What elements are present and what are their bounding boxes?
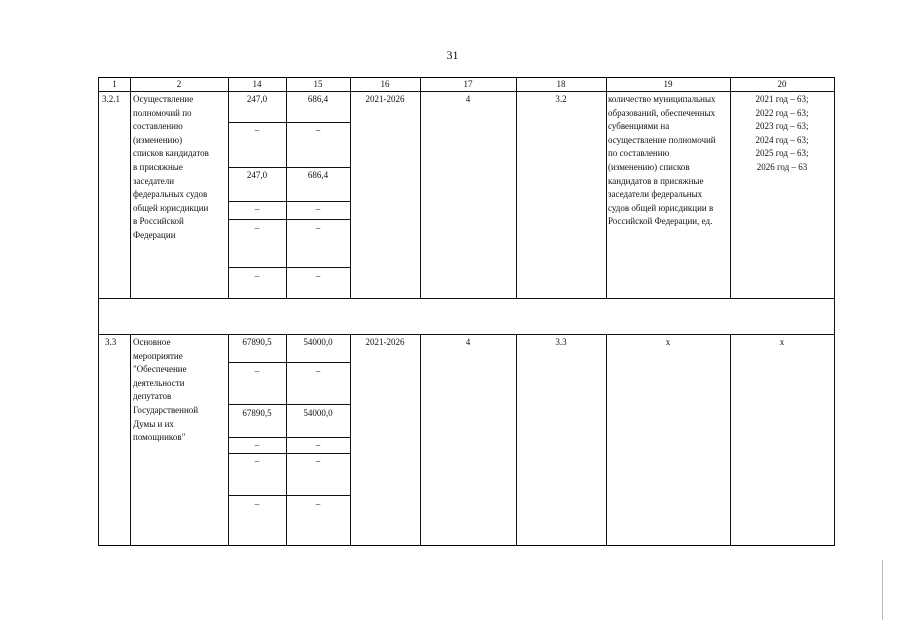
name-line: списков кандидатов xyxy=(133,148,209,159)
name-line: полномочий по xyxy=(133,107,192,118)
page-number: 31 xyxy=(446,48,459,62)
value-col15: – xyxy=(315,456,321,466)
header-cell: 15 xyxy=(313,79,323,89)
value-col14: – xyxy=(254,204,260,214)
value-col15: 54000,0 xyxy=(303,337,333,347)
value-col14: 247,0 xyxy=(246,94,268,104)
name-line: в присяжные xyxy=(133,162,183,172)
period-cell: 2021-2026 xyxy=(365,337,405,347)
col18-cell: 3.3 xyxy=(555,337,567,347)
header-cell: 17 xyxy=(463,79,473,89)
subrow-line xyxy=(228,122,351,123)
value-col15: 54000,0 xyxy=(303,408,333,418)
row-33-top-border xyxy=(98,334,835,335)
col-border xyxy=(516,334,517,546)
header-cell: 16 xyxy=(380,79,390,89)
value-col15: 686,4 xyxy=(307,170,329,180)
indicator-line: кандидатов в присяжные xyxy=(608,175,704,186)
indicator-line: количество муниципальных xyxy=(608,94,716,104)
col-border xyxy=(350,77,351,299)
value-col14: – xyxy=(254,271,260,281)
value-col14: – xyxy=(254,223,260,233)
subrow-line xyxy=(228,362,351,363)
col17-cell: 4 xyxy=(465,337,471,347)
name-line: Осуществление xyxy=(133,94,194,104)
row-321-bottom-border xyxy=(98,298,835,299)
name-line: Основное xyxy=(133,337,171,347)
year-value: 2021 год – 63; xyxy=(755,94,809,104)
year-value: 2022 год – 63; xyxy=(755,107,809,118)
value-col14: 247,0 xyxy=(246,170,268,180)
col19-cell: х xyxy=(665,337,671,347)
name-line: Думы и их xyxy=(133,418,174,429)
col-border xyxy=(420,77,421,299)
name-line: заседатели xyxy=(133,175,175,186)
name-line: помощников" xyxy=(133,432,186,443)
row-number: 3.2.1 xyxy=(102,94,120,104)
indicator-line: судов общей юрисдикции в xyxy=(608,202,714,213)
col-border xyxy=(130,334,131,546)
indicator-line: субвенциями на xyxy=(608,121,670,132)
header-cell: 14 xyxy=(252,79,262,89)
value-col15: – xyxy=(315,223,321,233)
name-line: (изменению) xyxy=(133,134,183,145)
indicator-line: по составлению xyxy=(608,148,670,159)
col-border xyxy=(286,77,287,299)
table-left-border xyxy=(98,77,99,546)
col-border xyxy=(516,77,517,299)
col-border xyxy=(420,334,421,546)
col18-cell: 3.2 xyxy=(555,94,567,104)
row-number: 3.3 xyxy=(105,337,117,347)
name-line: "Обеспечение xyxy=(133,364,187,375)
col-border xyxy=(606,77,607,299)
header-cell: 20 xyxy=(777,79,787,89)
table-right-border xyxy=(834,77,835,546)
col20-cell: х xyxy=(779,337,785,347)
year-value: 2026 год – 63 xyxy=(756,162,808,172)
value-col15: – xyxy=(315,125,321,135)
indicator-line: осуществление полномочий xyxy=(608,134,716,145)
subrow-line xyxy=(228,219,351,220)
header-cell: 1 xyxy=(112,79,117,89)
subrow-line xyxy=(228,495,351,496)
indicator-line: Российской Федерации, ед. xyxy=(608,216,713,227)
col-border xyxy=(606,334,607,546)
value-col15: – xyxy=(315,204,321,214)
value-col15: – xyxy=(315,366,321,376)
value-col14: – xyxy=(254,440,260,450)
scan-artifact-line xyxy=(882,560,883,620)
header-cell: 2 xyxy=(176,79,182,89)
year-value: 2023 год – 63; xyxy=(755,121,809,132)
indicator-line: образований, обеспеченных xyxy=(608,107,716,118)
name-line: в Российской xyxy=(133,216,184,227)
subrow-line xyxy=(228,267,351,268)
subrow-line xyxy=(228,453,351,454)
name-line: Федерации xyxy=(133,230,176,240)
year-value: 2024 год – 63; xyxy=(755,134,809,145)
year-value: 2025 год – 63; xyxy=(755,148,809,159)
value-col15: – xyxy=(315,271,321,281)
name-line: мероприятие xyxy=(133,350,183,361)
value-col15: – xyxy=(315,440,321,450)
table-bottom-border xyxy=(98,545,835,546)
subrow-line xyxy=(228,404,351,405)
name-line: Государственной xyxy=(133,405,199,415)
value-col14: – xyxy=(254,366,260,376)
name-line: составлению xyxy=(133,121,183,132)
subrow-line xyxy=(228,437,351,438)
indicator-line: (изменению) списков xyxy=(608,162,690,172)
col-border xyxy=(130,77,131,299)
value-col14: – xyxy=(254,499,260,509)
value-col14: 67890,5 xyxy=(242,408,272,418)
col-border xyxy=(350,334,351,546)
value-col14: – xyxy=(254,125,260,135)
value-col15: – xyxy=(315,499,321,509)
name-line: депутатов xyxy=(133,391,172,402)
value-col14: – xyxy=(254,456,260,466)
col-border xyxy=(730,334,731,546)
value-col15: 686,4 xyxy=(307,94,329,104)
col17-cell: 4 xyxy=(465,94,471,104)
value-col14: 67890,5 xyxy=(242,337,272,347)
header-cell: 19 xyxy=(663,79,673,89)
col-border xyxy=(228,77,229,299)
subrow-line xyxy=(228,167,351,168)
header-cell: 18 xyxy=(556,79,566,89)
indicator-line: заседатели федеральных xyxy=(608,189,703,200)
period-cell: 2021-2026 xyxy=(365,94,405,104)
name-line: общей юрисдикции xyxy=(133,202,209,213)
name-line: деятельности xyxy=(133,377,185,388)
subrow-line xyxy=(228,201,351,202)
name-line: федеральных судов xyxy=(133,189,208,200)
